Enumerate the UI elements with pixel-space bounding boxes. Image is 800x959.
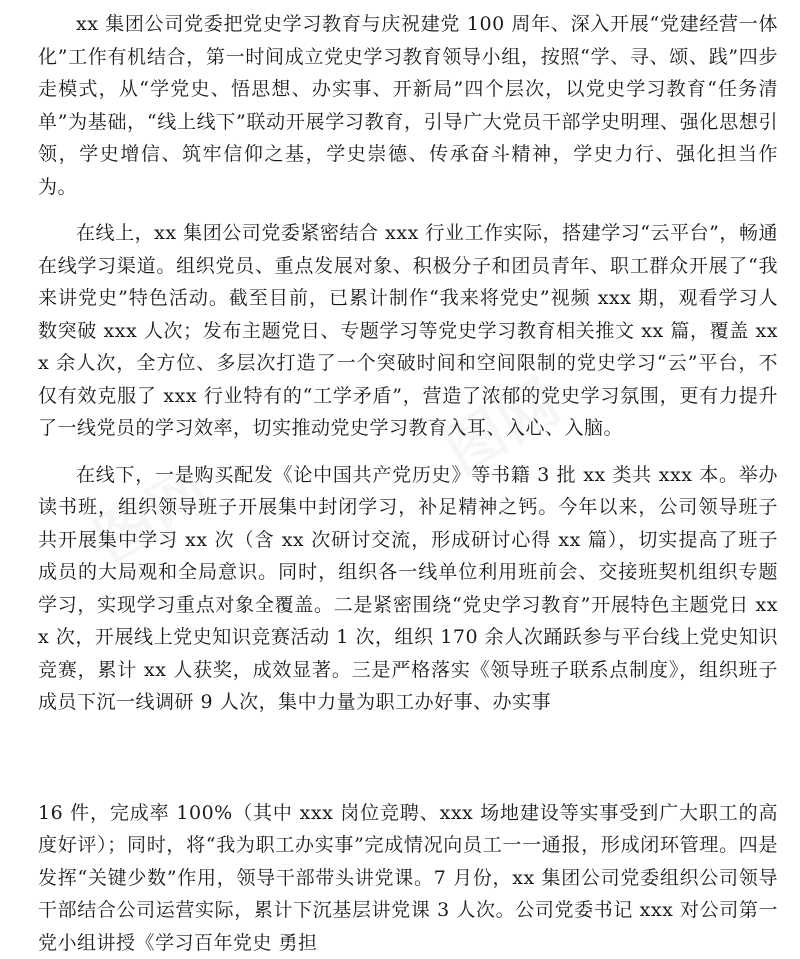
paragraph-offline: 在线下，一是购买配发《论中国共产党历史》等书籍 3 批 xx 类共 xxx 本。举办读书班，组织领导班子开展集中封闭学习，补足精神之钙。今年以来，公司领导班子共开展集中学习 xx 次（含 xx 次研讨交流，形成研讨心得 xx 篇），切实提高了班子成员的大局观和全局意识。同时，组织各一线单位利用班前会、交接班契机组织专题学习，实现学习重点对象全覆盖。二是紧密围绕“党史学习教育”开展特色主题党日 xxx 次，开展线上党史知识竞赛活动 1 次，组织 170 余人次踊跃参与平台线上党史知识竞赛，累计 xx 人获奖，成效显著。三是严格落实《领导班子联系点制度》，组织班子成员下沉一线调研 9 人次，集中力量为职工办好事、办实事 <box>38 459 778 719</box>
paragraph-online: 在线上，xx 集团公司党委紧密结合 xxx 行业工作实际，搭建学习“云平台”，畅通在线学习渠道。组织党员、重点发展对象、积极分子和团员青年、职工群众开展了“我来讲党史”特色活动。截至目前，已累计制作“我来将党史”视频 xxx 期，观看学习人数突破 xxx 人次；发布主题党日、专题学习等党史学习教育相关推文 xx 篇，覆盖 xxx 余人次，全方位、多层次打造了一个突破时间和空间限制的党史学习“云”平台，不仅有效克服了 xxx 行业特有的“工学矛盾”，营造了浓郁的党史学习氛围，更有力提升了一线党员的学习效率，切实推动党史学习教育入耳、入心、入脑。 <box>38 217 778 445</box>
page-break <box>38 719 778 797</box>
paragraph-intro: xx 集团公司党委把党史学习教育与庆祝建党 100 周年、深入开展“党建经营一体化”工作有机结合，第一时间成立党史学习教育领导小组，按照“学、寻、颂、践”四步走模式，从“学党史、悟思想、办实事、开新局”四个层次，以党史学习教育“任务清单”为基础，“线上线下”联动开展学习教育，引导广大党员干部学史明理、强化思想引领，学史增信、筑牢信仰之基，学史崇德、传承奋斗精神，学史力行、强化担当作为。 <box>38 8 778 203</box>
document-body <box>38 8 778 959</box>
paragraph-continuation: 16 件，完成率 100%（其中 xxx 岗位竞聘、xxx 场地建设等实事受到广大职工的高度好评）；同时，将“我为职工办实事”完成情况向员工一一通报，形成闭环管理。四是发挥“关键少数”作用，领导干部带头讲党课。7 月份，xx 集团公司党委组织公司领导干部结合公司运营实际，累计下沉基层讲党课 3 人次。公司党委书记 xxx 对公司第一党小组讲授《学习百年党史 勇担 <box>38 797 778 959</box>
